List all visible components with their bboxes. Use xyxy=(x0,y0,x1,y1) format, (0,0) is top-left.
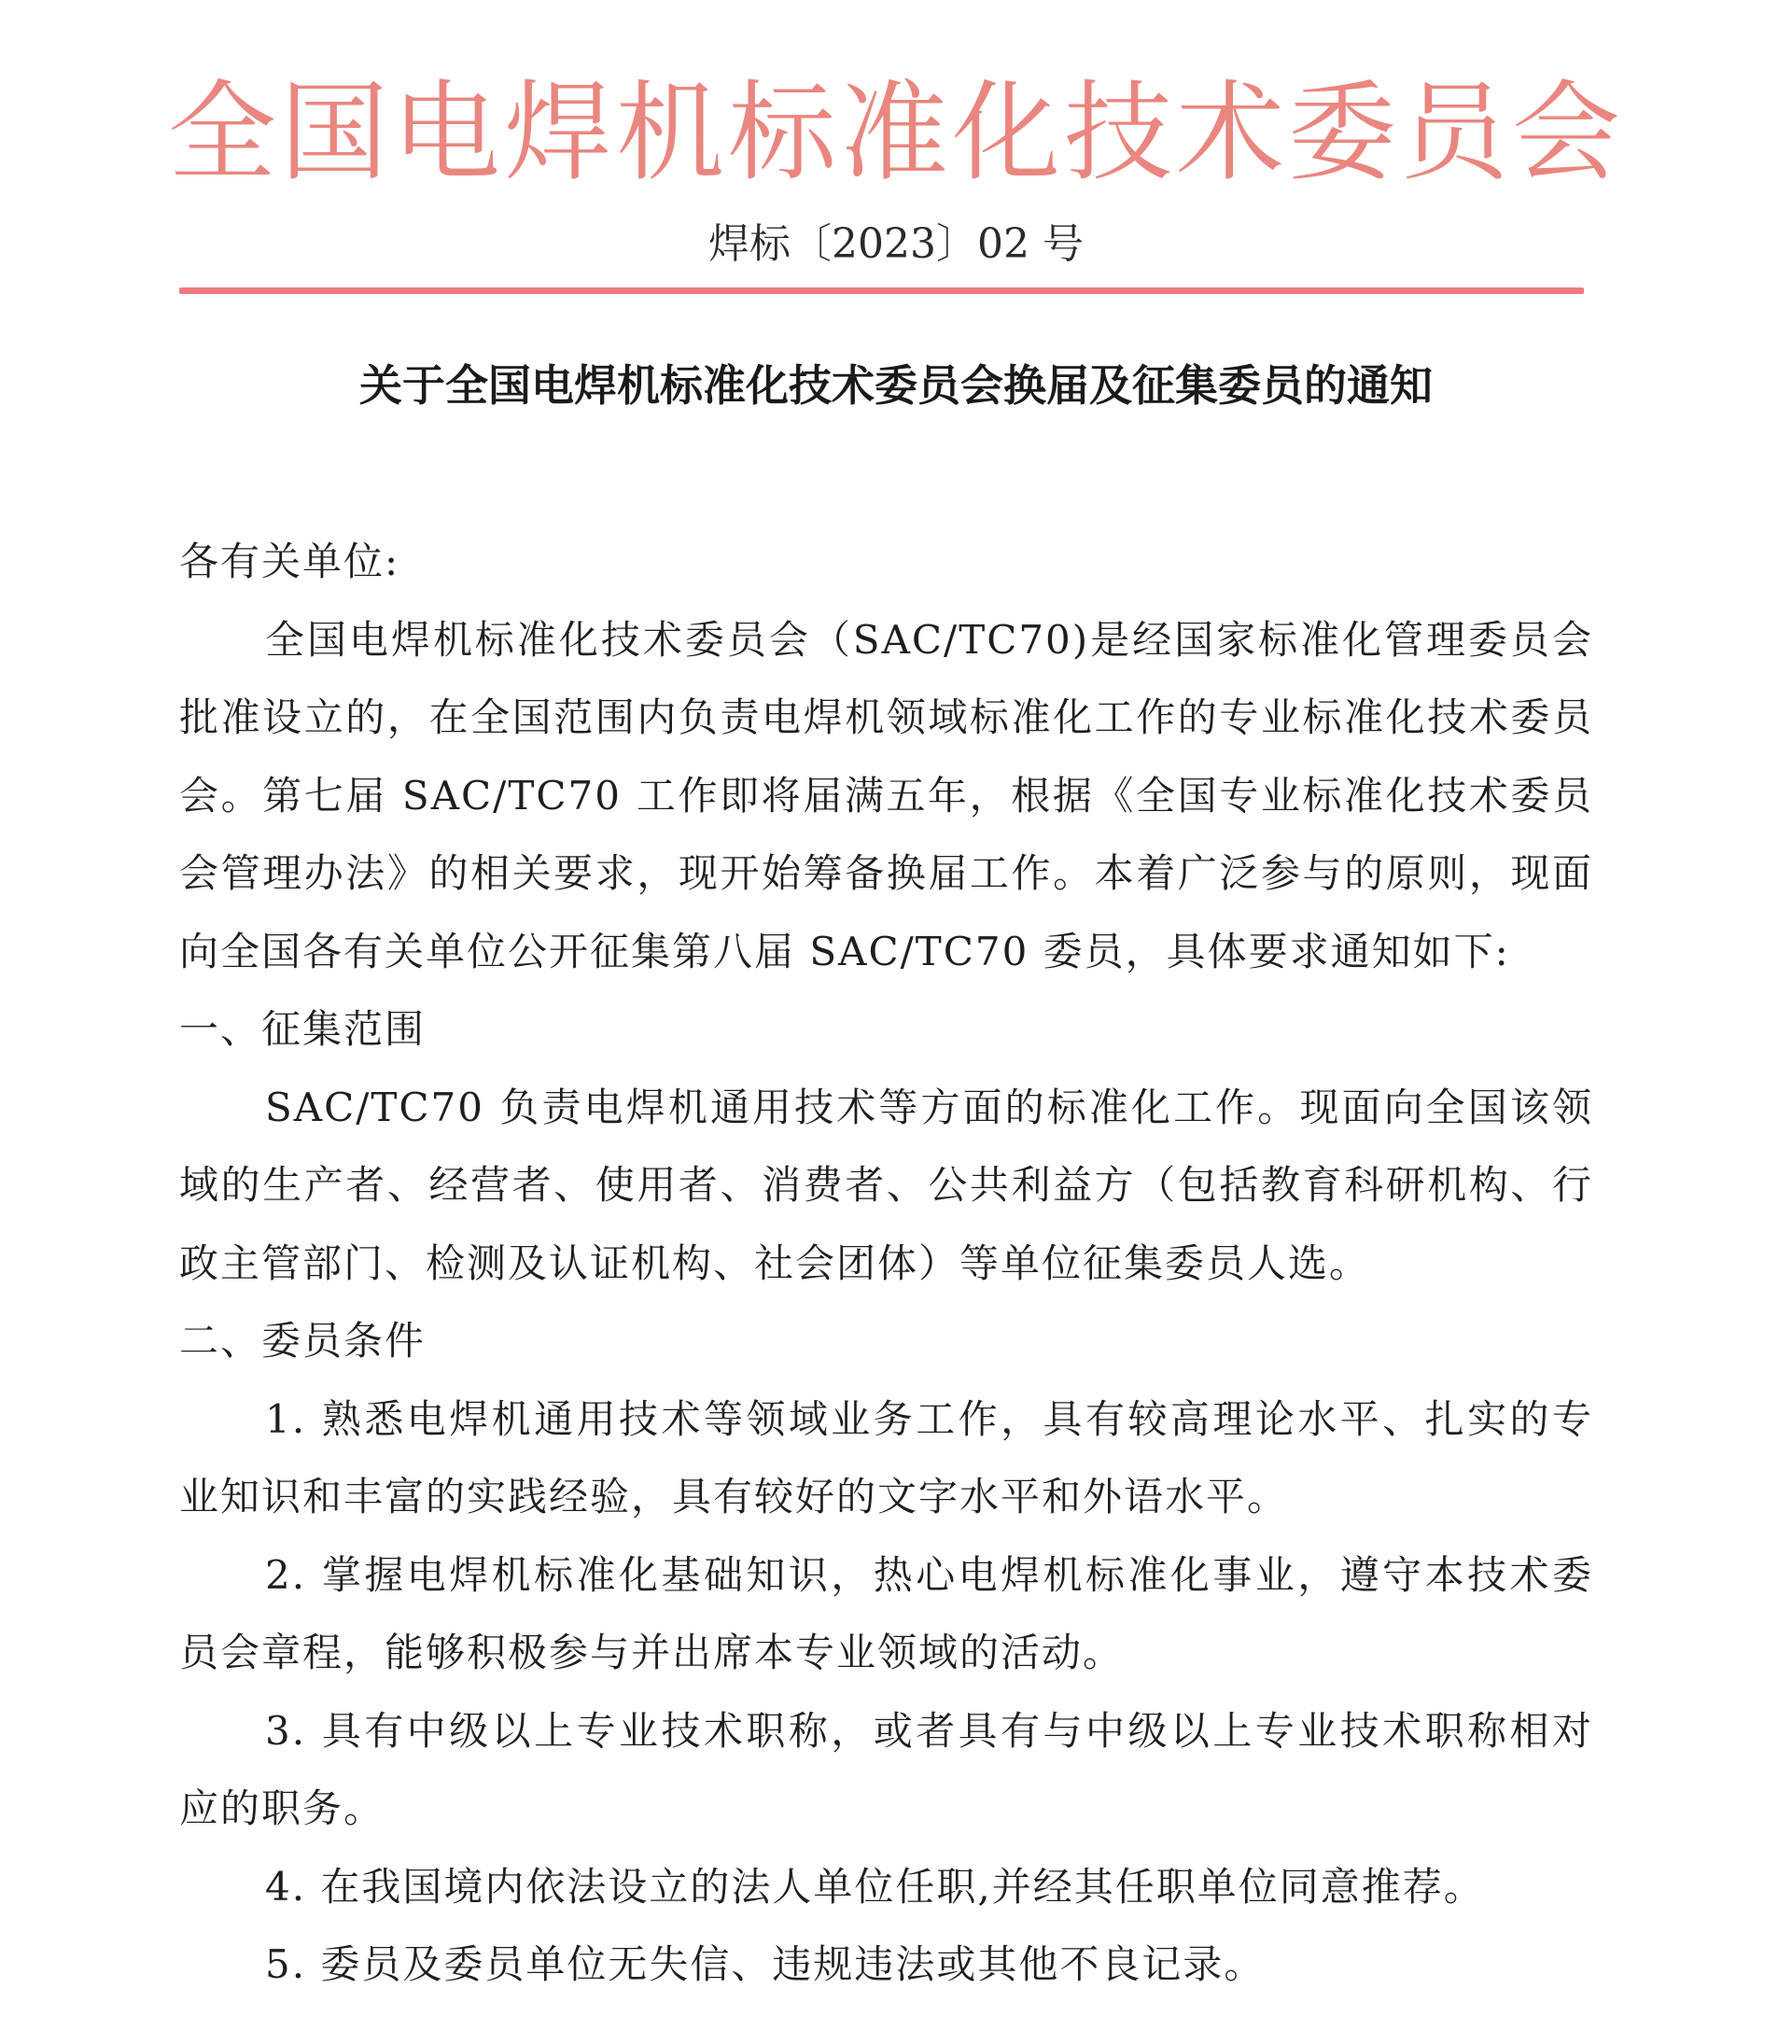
document-number: 焊标〔2023〕02 号 xyxy=(708,220,1084,268)
notice-title: 关于全国电焊机标准化技术委员会换届及征集委员的通知 xyxy=(359,360,1433,411)
condition-item-4: 4. 在我国境内依法设立的法人单位任职,并经其任职单位同意推荐。 xyxy=(265,1863,1485,1910)
section-heading-scope: 一、征集范围 xyxy=(179,1006,427,1052)
salutation: 各有关单位: xyxy=(179,539,400,584)
section-heading-conditions: 二、委员条件 xyxy=(179,1318,427,1364)
document-body xyxy=(179,523,1593,2004)
condition-item-5: 5. 委员及委员单位无失信、违规违法或其他不良记录。 xyxy=(265,1941,1266,1987)
red-divider-line xyxy=(179,287,1584,294)
condition-item-1: 1. 熟悉电焊机通用技术等领域业务工作，具有较高理论水平、扎实的专业知识和丰富的实践经验，具有较好的文字水平和外语水平。 xyxy=(179,1395,1593,1519)
condition-item-3: 3. 具有中级以上专业技术职称，或者具有与中级以上专业技术职称相对应的职务。 xyxy=(179,1707,1593,1831)
organization-title: 全国电焊机标准化技术委员会 xyxy=(168,70,1624,196)
intro-paragraph: 全国电焊机标准化技术委员会（SAC/TC70)是经国家标准化管理委员会批准设立的，在全国范围内负责电焊机领域标准化工作的专业标准化技术委员会。第七届 SAC/TC70 工作即将届满五年，根据《全国专业标准化技术委员会管理办法》的相关要求，现开始筹备换届工作。本着广泛参与的原则，现面向全国各有关单位公开征集第八届 SAC/TC70 委员，具体要求通知如下: xyxy=(179,616,1593,974)
condition-item-2: 2. 掌握电焊机标准化基础知识，热心电焊机标准化事业，遵守本技术委员会章程，能够积极参与并出席本专业领域的活动。 xyxy=(179,1551,1593,1675)
scope-paragraph: SAC/TC70 负责电焊机通用技术等方面的标准化工作。现面向全国该领域的生产者、经营者、使用者、消费者、公共利益方（包括教育科研机构、行政主管部门、检测及认证机构、社会团体）等单位征集委员人选。 xyxy=(179,1084,1593,1286)
